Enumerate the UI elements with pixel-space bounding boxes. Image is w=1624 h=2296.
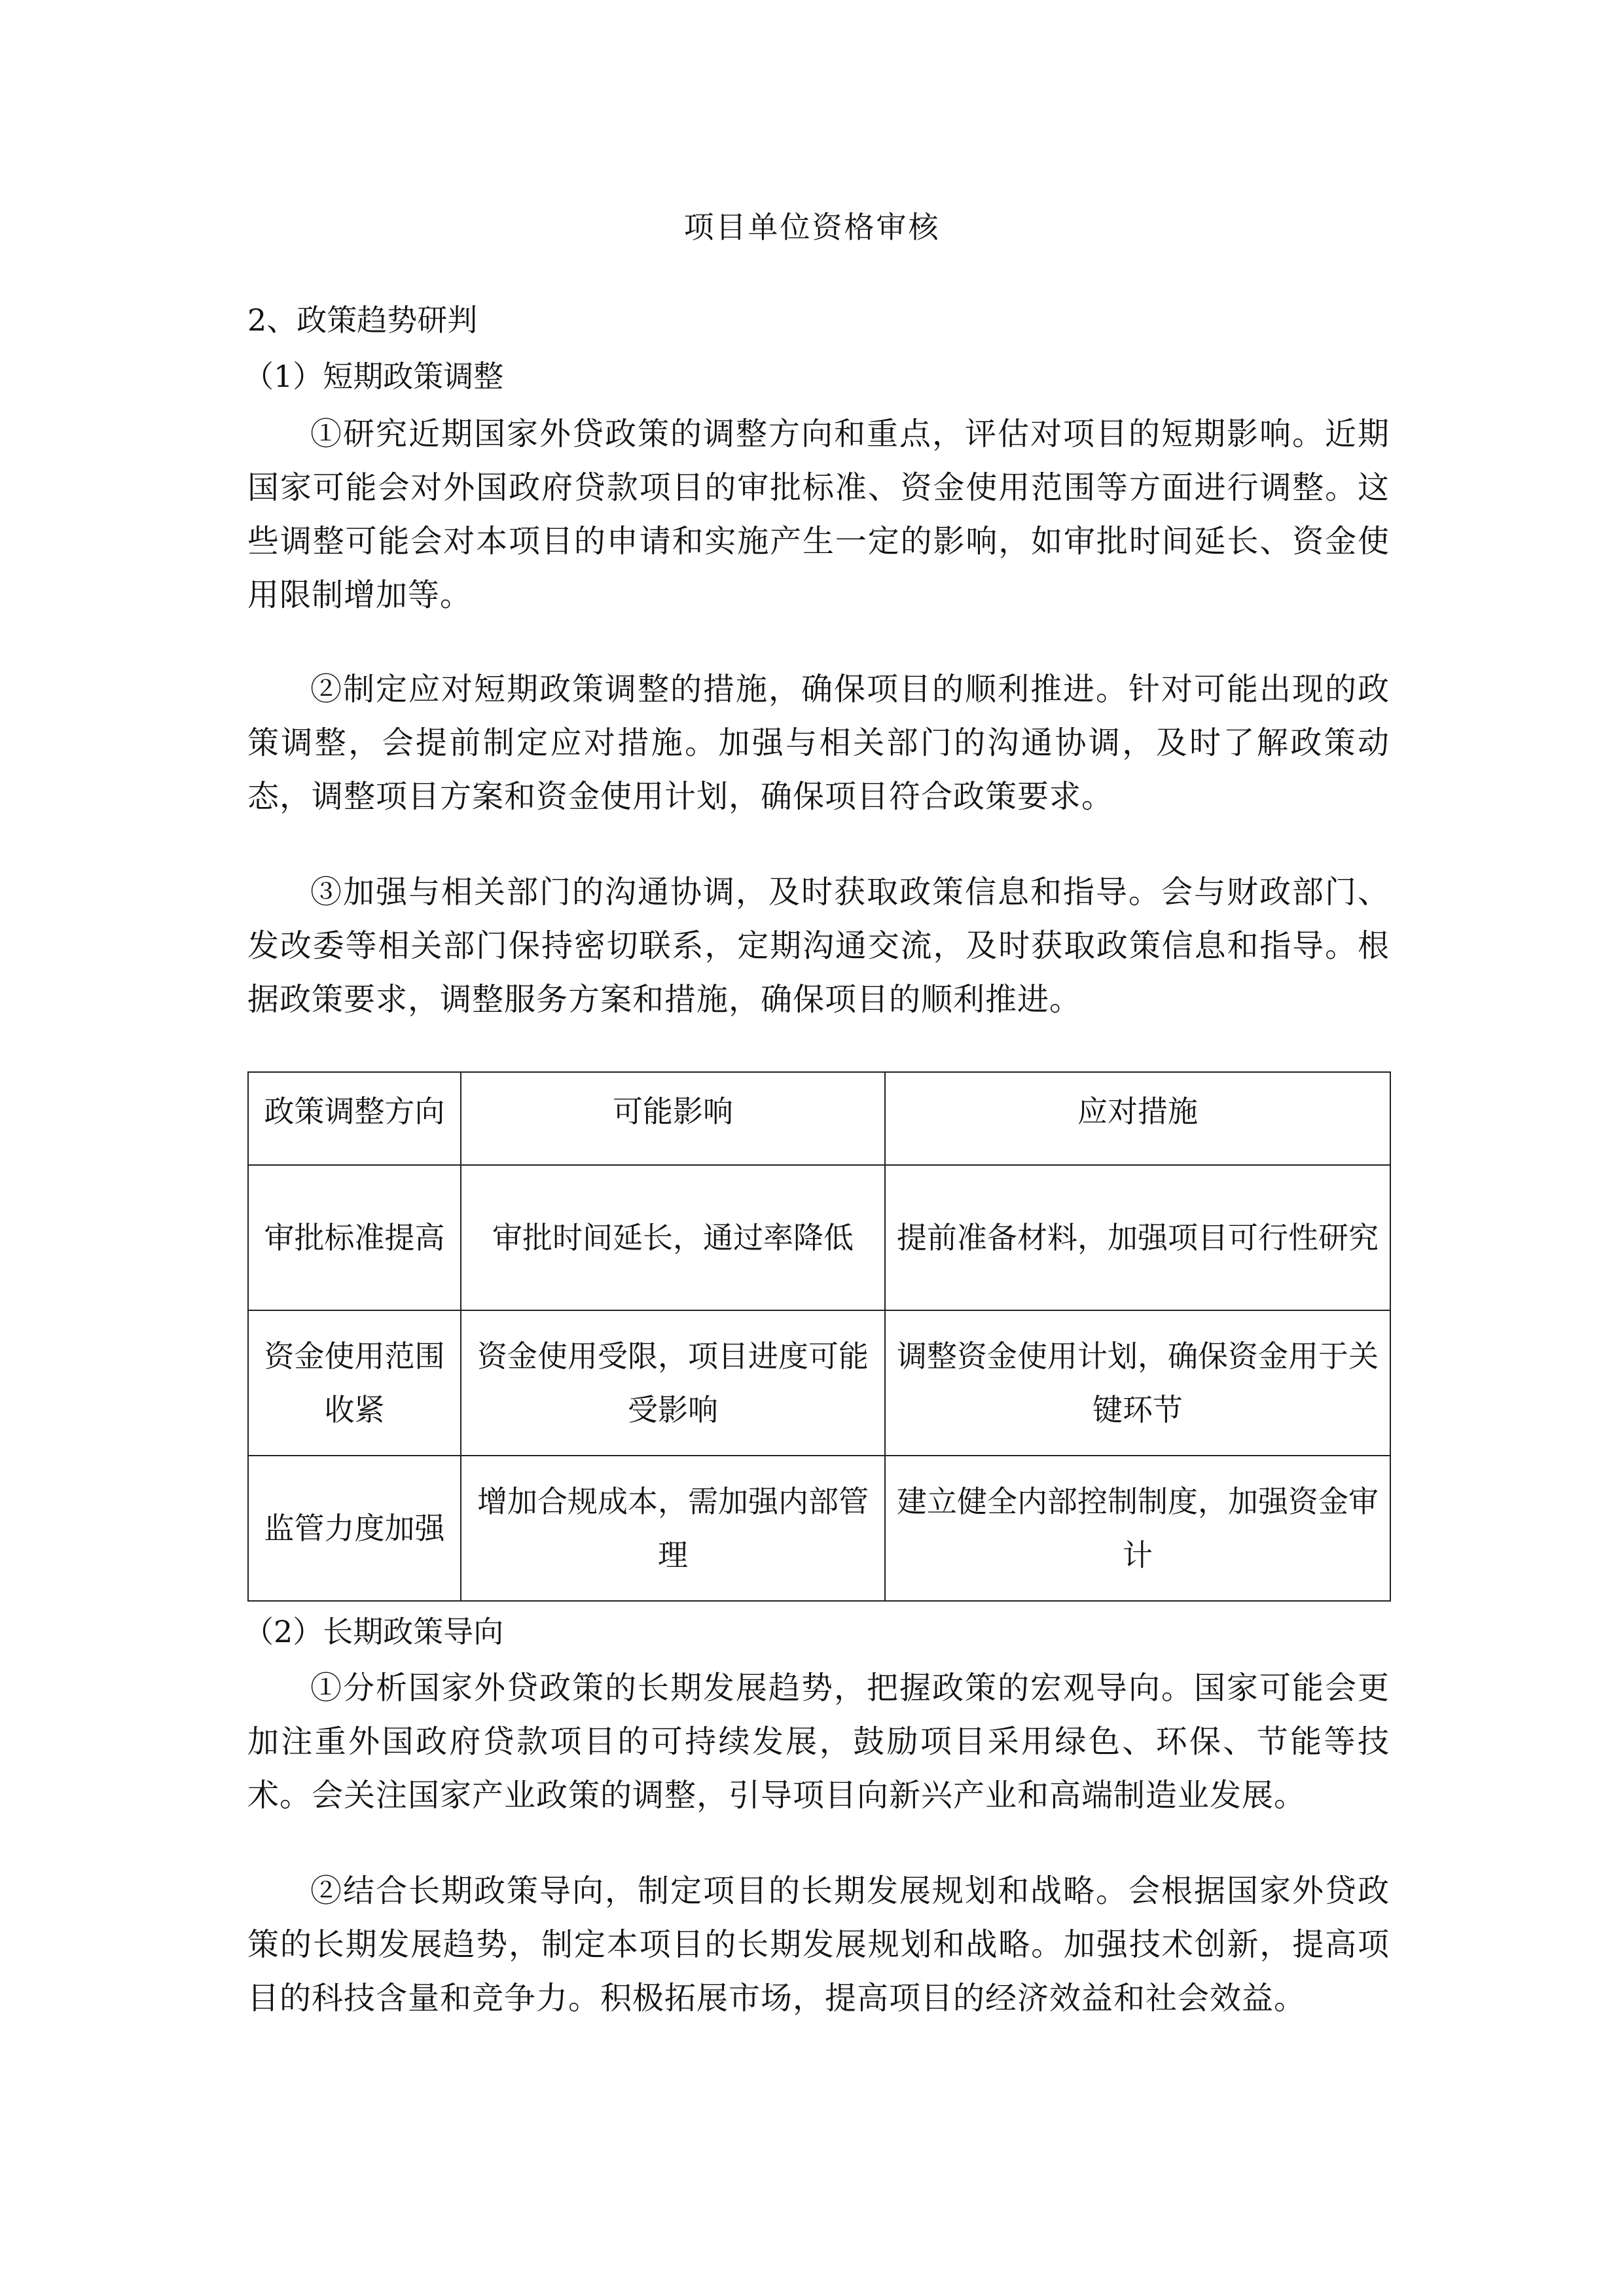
table-cell: 提前准备材料，加强项目可行性研究 [885,1165,1390,1310]
table-cell: 建立健全内部控制制度，加强资金审计 [885,1456,1390,1601]
subsection-heading-short-term: （1）短期政策调整 [244,359,504,394]
table-header-cell: 可能影响 [461,1072,885,1165]
table-cell: 调整资金使用计划，确保资金用于关键环节 [885,1310,1390,1456]
table-row [248,1310,1390,1456]
paragraph-short-term-3: ③加强与相关部门的沟通协调，及时获取政策信息和指导。会与财政部门、发改委等相关部门保持密切联系，定期沟通交流，及时获取政策信息和指导。根据政策要求，调整服务方案和措施，确保项目的顺利推进。 [247,874,1390,1018]
section-heading: 2、政策趋势研判 [247,302,478,338]
table-cell: 监管力度加强 [248,1456,461,1601]
table-cell: 增加合规成本，需加强内部管理 [461,1456,885,1601]
policy-adjustment-table [247,1071,1391,1602]
document-title: 项目单位资格审核 [683,209,941,245]
table-header-row [248,1072,1390,1165]
subsection-heading-long-term: （2）长期政策导向 [244,1614,504,1649]
table-cell: 审批时间延长，通过率降低 [461,1165,885,1310]
table-row [248,1456,1390,1601]
table-cell: 资金使用受限，项目进度可能受影响 [461,1310,885,1456]
paragraph-short-term-1: ①研究近期国家外贷政策的调整方向和重点，评估对项目的短期影响。近期国家可能会对外国政府贷款项目的审批标准、资金使用范围等方面进行调整。这些调整可能会对本项目的申请和实施产生一定的影响，如审批时间延长、资金使用限制增加等。 [247,416,1390,613]
table-header-cell: 政策调整方向 [248,1072,461,1165]
table-header-cell: 应对措施 [885,1072,1390,1165]
paragraph-short-term-2: ②制定应对短期政策调整的措施，确保项目的顺利推进。针对可能出现的政策调整，会提前制定应对措施。加强与相关部门的沟通协调，及时了解政策动态，调整项目方案和资金使用计划，确保项目符合政策要求。 [247,671,1390,815]
table-cell: 资金使用范围收紧 [248,1310,461,1456]
table-cell: 审批标准提高 [248,1165,461,1310]
paragraph-long-term-2: ②结合长期政策导向，制定项目的长期发展规划和战略。会根据国家外贷政策的长期发展趋势，制定本项目的长期发展规划和战略。加强技术创新，提高项目的科技含量和竞争力。积极拓展市场，提高项目的经济效益和社会效益。 [247,1873,1390,2017]
paragraph-long-term-1: ①分析国家外贷政策的长期发展趋势，把握政策的宏观导向。国家可能会更加注重外国政府贷款项目的可持续发展，鼓励项目采用绿色、环保、节能等技术。会关注国家产业政策的调整，引导项目向新兴产业和高端制造业发展。 [247,1670,1390,1814]
table-row [248,1165,1390,1310]
